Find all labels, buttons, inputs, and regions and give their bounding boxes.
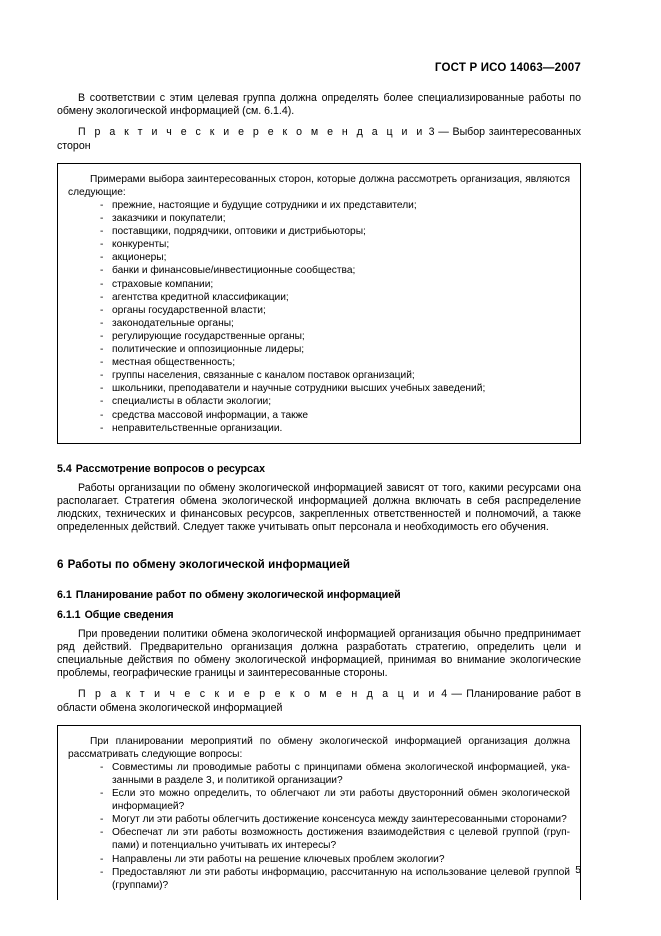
list-item: - школьники, преподаватели и научные сотрудники высших учебных заведений; [68, 382, 570, 395]
page-number: 5 [575, 865, 581, 876]
section-6-1-1-paragraph: При проведении политики обмена экологической информацией организация обычно предпринимает ряд действий. Предварительно организация должна разработать стратегию, определить цели и специальные действия по обмену экологической информацией, принимая во внимание экологические проблемы, географические границы и заинтересованные стороны. [57, 627, 581, 680]
list-item: - специалисты в области экологии; [68, 395, 570, 408]
list-item-text: - Направлены ли эти работы на решение ключевых проблем экологии? [112, 853, 445, 865]
guidance-3-box [57, 163, 581, 444]
guidance-3-lead: Примерами выбора заинтересованных сторон, которые должна рассмотреть организация, являются следующие: [68, 173, 570, 198]
list-item: - поставщики, подрядчики, оптовики и дистрибьюторы; [68, 225, 570, 238]
list-item-text: - Если это можно определить, то облегчают ли эти работы двусторонний обмен экологической информацией? [112, 788, 570, 813]
guidance-4-caption [57, 688, 581, 714]
guidance-3-caption-rest: 3 — Выбор заинтересованных сторон [57, 126, 581, 152]
heading-6-1-1-number: 6.1.1 [57, 608, 81, 621]
list-item [68, 813, 570, 826]
list-item: - политические и оппозиционные лидеры; [68, 343, 570, 356]
heading-5-4-title: Рассмотрение вопросов о ресурсах [75, 462, 265, 475]
list-item: - заказчики и покупатели; [68, 212, 570, 225]
guidance-3-caption-spaced: П р а к т и ч е с к и е р е к о м е н д а ц и и [78, 126, 425, 139]
list-item: - конкуренты; [68, 238, 570, 251]
list-item-text: - Совместимы ли проводимые работы с принципами обмена экологической информацией, указанными в разделе 3, и политикой организации? [112, 761, 570, 786]
list-item [68, 761, 570, 787]
section-5-4-paragraph: Работы организации по обмену экологической информацией зависят от того, какими ресурсами она располагает. Стратегия обмена экологической информацией должна включать в себя распределение людских, технических и финансовых ресурсов, закрепленных ответственностей и полномочий, а также определенных действий. Следует также учитывать опыт персонала и необходимость его обучения. [57, 481, 581, 534]
list-item: - агентства кредитной классификации; [68, 291, 570, 304]
list-item-text: - Предоставляют ли эти работы информацию, рассчитанную на использование целевой группой (группами)? [112, 866, 570, 891]
list-item-text: - Обеспечат ли эти работы возможность достижения взаимодействия с целевой группой (группами) и потенциально учитывать их интересы? [112, 827, 570, 852]
list-item: - прежние, настоящие и будущие сотрудники и их представители; [68, 199, 570, 212]
list-item: - органы государственной власти; [68, 304, 570, 317]
document-header-title: ГОСТ Р ИСО 14063—2007 [434, 62, 581, 74]
guidance-4-caption-rest: 4 — Планирование работ в области обмена экологической информацией [57, 688, 581, 714]
guidance-4-lead: При планировании мероприятий по обмену экологической информацией организация должна рассматривать следующие вопросы: [68, 735, 570, 760]
list-item: - акционеры; [68, 251, 570, 264]
guidance-3-caption [57, 126, 581, 152]
list-item: - законодательные органы; [68, 317, 570, 330]
heading-5-4-number: 5.4 [57, 462, 72, 475]
heading-5-4 [57, 462, 581, 476]
heading-6-1-number: 6.1 [57, 588, 72, 601]
heading-6-1-title: Планирование работ по обмену экологической информацией [75, 588, 401, 601]
page-body [57, 92, 581, 900]
list-item: - регулирующие государственные органы; [68, 330, 570, 343]
heading-6-number: 6 [57, 557, 64, 571]
list-item [68, 826, 570, 852]
list-item [68, 787, 570, 813]
stakeholder-list [68, 199, 570, 435]
guidance-4-caption-spaced: П р а к т и ч е с к и е р е к о м е н д а ц и и [78, 688, 438, 701]
list-item: - банки и финансовые/инвестиционные сообщества; [68, 264, 570, 277]
list-item: - страховые компании; [68, 278, 570, 291]
heading-6-title: Работы по обмену экологической информацией [67, 557, 351, 571]
list-item-text: - Могут ли эти работы облегчить достижение консенсуса между заинтересованными сторонами? [112, 814, 567, 826]
list-item: - местная общественность; [68, 356, 570, 369]
heading-6-1-1 [57, 608, 581, 622]
page-footer [57, 860, 581, 876]
list-item: - группы населения, связанные с каналом поставок организаций; [68, 369, 570, 382]
heading-6-1-1-title: Общие сведения [84, 608, 174, 621]
list-item: - средства массовой информации, а также [68, 409, 570, 422]
list-item: - неправительственные организации. [68, 422, 570, 435]
intro-paragraph: В соответствии с этим целевая группа должна определять более специализированные работы по обмену экологической информацией (см. 6.1.4). [57, 92, 581, 118]
heading-6 [57, 557, 581, 572]
heading-6-1 [57, 588, 581, 602]
